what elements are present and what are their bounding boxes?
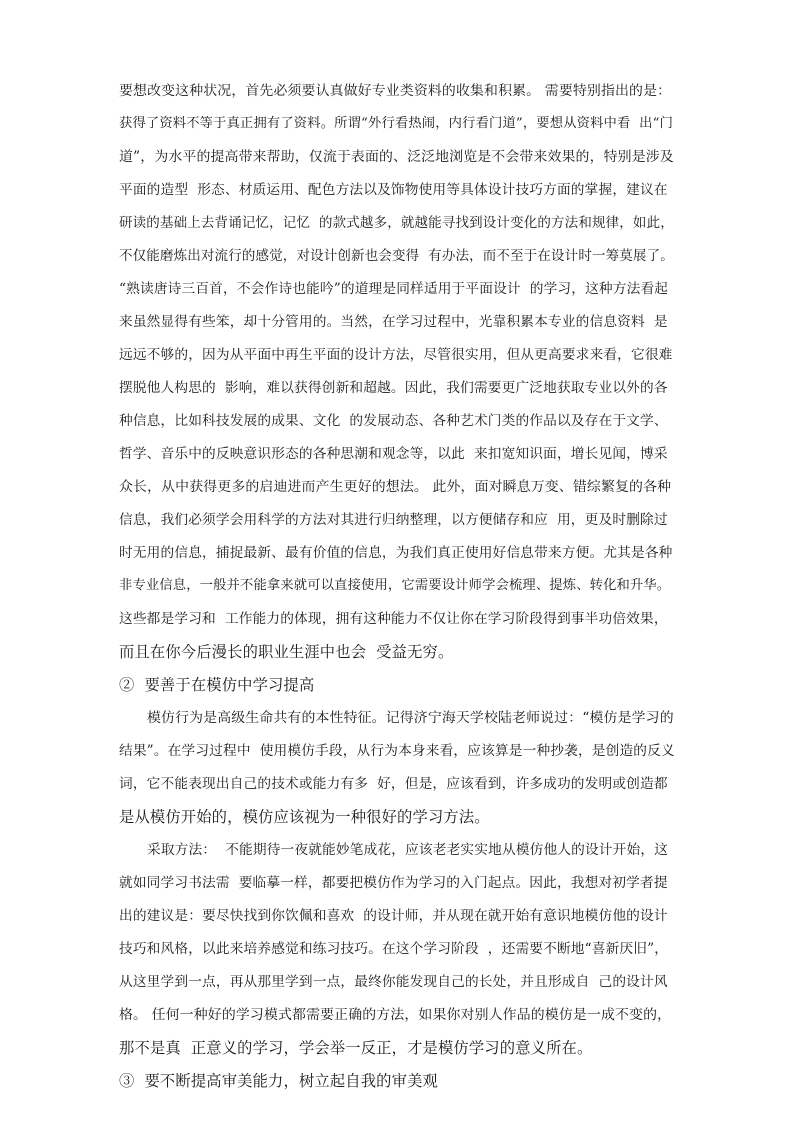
paragraph-line: 众长，从中获得更多的启迪进而产生更好的想法。 此外，面对瞬息万变、错综繁复的各种 xyxy=(119,479,672,495)
paragraph-line: 词，它不能表现出自己的技术或能力有多 好，但是，应该看到，许多成功的发明或创造都 xyxy=(119,776,668,792)
paragraph-line: 结果”。在学习过程中 使用模仿手段，从行为本身来看，应该算是一种抄袭，是创造的反义 xyxy=(119,743,675,759)
paragraph-line: 平面的造型 形态、材质运用、配色方法以及饰物使用等具体设计技巧方面的掌握，建议在 xyxy=(119,182,668,198)
paragraph-line: 模仿行为是高级生命共有的本性特征。记得济宁海天学校陆老师说过：“模仿是学习的 xyxy=(147,710,674,726)
paragraph-line: “熟读唐诗三百首，不会作诗也能吟”的道理是同样适用于平面设计 的学习，这种方法看起 xyxy=(119,281,669,297)
paragraph-line: 来虽然显得有些笨，却十分管用的。当然，在学习过程中，光靠积累本专业的信息资料 是 xyxy=(119,314,668,330)
paragraph-line: 采取方法： 不能期待一夜就能妙笔成花，应该老老实实地从模仿他人的设计开始，这 xyxy=(147,842,668,858)
paragraph-line: 哲学、音乐中的反映意识形态的各种思潮和观念等，以此 来扣宽知识面，增长见闻，博采 xyxy=(119,446,668,462)
paragraph-line: 时无用的信息，捕捉最新、最有价值的信息，为我们真正使用好信息带来方便。尤其是各种 xyxy=(119,545,673,561)
paragraph-line: 是从模仿开始的，模仿应该视为一种很好的学习方法。 xyxy=(119,808,490,826)
paragraph-line: 技巧和风格，以此来培养感觉和练习技巧。在这个学习阶段 ，还需要不断地“喜新厌旧”， xyxy=(119,941,669,957)
paragraph-line: 出的建议是：要尽快找到你饮佩和喜欢 的设计师，并从现在就开始有意识地模仿他的设计 xyxy=(119,908,668,924)
paragraph-line: 那不是真 正意义的学习，学会举一反正，才是模仿学习的意义所在。 xyxy=(119,1039,593,1057)
section-heading: ② 要善于在模仿中学习提高 xyxy=(119,676,315,694)
paragraph-line: 道”，为水平的提高带来帮助，仅流于表面的、泛泛地浏览是不会带来效果的，特别是涉及 xyxy=(119,149,674,165)
paragraph-line: 而且在你今后漫长的职业生涯中也会 受益无穷。 xyxy=(119,643,454,661)
paragraph-line: 研读的基础上去背诵记忆，记忆 的款式越多，就越能寻找到设计变化的方法和规律，如此， xyxy=(119,215,674,231)
paragraph-line: 种信息，比如科技发展的成果、文化 的发展动态、各种艺术门类的作品以及存在于文学、 xyxy=(119,413,668,429)
paragraph-line: 信息，我们必须学会用科学的方法对其进行归纳整理，以方便储存和应 用，更及时删除过 xyxy=(119,512,668,528)
section-heading: ③ 要不断提高审美能力，树立起自我的审美观 xyxy=(119,1072,438,1090)
paragraph-line: 格。 任何一种好的学习模式都需要正确的方法，如果你对别人作品的模仿是一成不变的， xyxy=(119,1007,672,1023)
paragraph-line: 非专业信息，一般并不能拿来就可以直接使用，它需要设计师学会梳理、提炼、转化和升华。 xyxy=(119,578,671,593)
paragraph-line: 就如同学习书法需 要临摹一样，都要把模仿作为学习的入门起点。因此，我想对初学者提 xyxy=(119,875,668,891)
paragraph-line: 这些都是学习和 工作能力的体现，拥有这种能力不仅让你在学习阶段得到事半功倍效果， xyxy=(119,611,668,627)
paragraph-line: 要想改变这种状况，首先必须要认真做好专业类资料的收集和积累。 需要特别指出的是： xyxy=(119,83,672,99)
paragraph-line: 远远不够的，因为从平面中再生平面的设计方法，尽管很实用，但从更高要求来看，它很难 xyxy=(119,347,673,363)
paragraph-line: 从这里学到一点，再从那里学到一点，最终你能发现自己的长处，并且形成自 己的设计风 xyxy=(119,974,668,990)
paragraph-line: 摆脱他人构思的 影响，难以获得创新和超越。因此，我们需要更广泛地获取专业以外的各 xyxy=(119,380,668,396)
paragraph-line: 不仅能磨炼出对流行的感觉，对设计创新也会变得 有办法，而不至于在设计时一筹莫展了。 xyxy=(119,248,674,264)
paragraph-line: 获得了资料不等于真正拥有了资料。所谓“外行看热闹，内行看门道”，要想从资料中看 出“门 xyxy=(119,116,674,131)
